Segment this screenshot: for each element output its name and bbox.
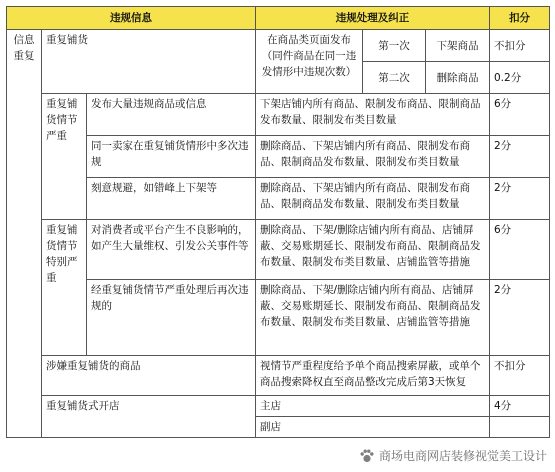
violation-type: 重复铺货式开店: [42, 396, 256, 438]
table-row: [7, 30, 550, 62]
table-header-row: [7, 7, 550, 30]
table-row: [7, 220, 550, 280]
store-type: 主店: [256, 396, 490, 417]
occurrence-label: 第一次: [363, 30, 426, 62]
header-violation: 违规信息: [7, 7, 256, 30]
violation-type: 涉嫌重复铺货的商品: [42, 356, 256, 396]
penalty-action: 删除商品: [426, 62, 490, 94]
violation-detail: 对消费者或平台产生不良影响的，如产生大量维权、引发公关事件等: [87, 220, 256, 280]
points-value: [490, 417, 550, 438]
violation-type: 重复铺货: [42, 30, 256, 94]
penalty-action: 删除商品、下架/删除店铺内所有商品、店铺屏蔽、交易账期延长、限制发布商品、限制商品发布数量、限制发布类目数量、店铺监管等措施: [256, 280, 490, 356]
points-value: 不扣分: [490, 356, 550, 396]
watermark-text: 商场电商网店装修视觉美工设计: [378, 449, 547, 463]
occurrence-label: 第二次: [363, 62, 426, 94]
penalty-action: 删除商品、下架店铺内所有商品、限制发布商品、限制商品发布数量、限制发布类目数量: [256, 178, 490, 220]
points-value: 2分: [490, 136, 550, 178]
header-penalty: 违规处理及纠正: [256, 7, 490, 30]
penalty-action: 删除商品、下架店铺内所有商品、限制发布商品、限制商品发布数量、限制发布类目数量: [256, 136, 490, 178]
store-type: 副店: [256, 417, 490, 438]
violation-detail: 刻意规避，如错峰上下架等: [87, 178, 256, 220]
violation-type: 重复铺货情节严重: [42, 94, 87, 220]
table-row: [7, 356, 550, 396]
points-value: 4分: [490, 396, 550, 417]
watermark: [359, 447, 547, 464]
points-value: 2分: [490, 178, 550, 220]
violation-detail: 在商品类页面发布（同件商品在同一违发情形中违规次数）: [256, 30, 363, 94]
penalty-action: 删除商品、下架/删除店铺内所有商品、店铺屏蔽、交易账期延长、限制发布商品、限制商品发布数量、限制发布类目数量、店铺监管等措施: [256, 220, 490, 280]
penalty-action: 下架店铺内所有商品、限制发布商品、限制商品发布数量、限制发布类目数量: [256, 94, 490, 136]
points-value: 0.2分: [490, 62, 550, 94]
violation-detail: 发布大量违规商品或信息: [87, 94, 256, 136]
violation-detail: 同一卖家在重复铺货情形中多次违规: [87, 136, 256, 178]
penalty-action: 下架商品: [426, 30, 490, 62]
table-row: [7, 136, 550, 178]
paw-icon: [359, 448, 375, 464]
points-value: 2分: [490, 280, 550, 356]
penalty-action: 视情节严重程度给予单个商品搜索屏蔽，或单个商品搜索降权直至商品整改完成后第3天恢复: [256, 356, 490, 396]
table-row: [7, 280, 550, 356]
points-value: 6分: [490, 94, 550, 136]
points-value: 6分: [490, 220, 550, 280]
violation-type: 重复铺货情节特别严重: [42, 220, 87, 356]
table-row: [7, 396, 550, 417]
header-points: 扣分: [490, 7, 550, 30]
penalty-rules-table: [6, 6, 550, 438]
violation-detail: 经重复铺货情节严重处理后再次违规的: [87, 280, 256, 356]
table-row: [7, 178, 550, 220]
points-value: 不扣分: [490, 30, 550, 62]
table-row: [7, 94, 550, 136]
category-cell: 信息重复: [7, 30, 42, 438]
